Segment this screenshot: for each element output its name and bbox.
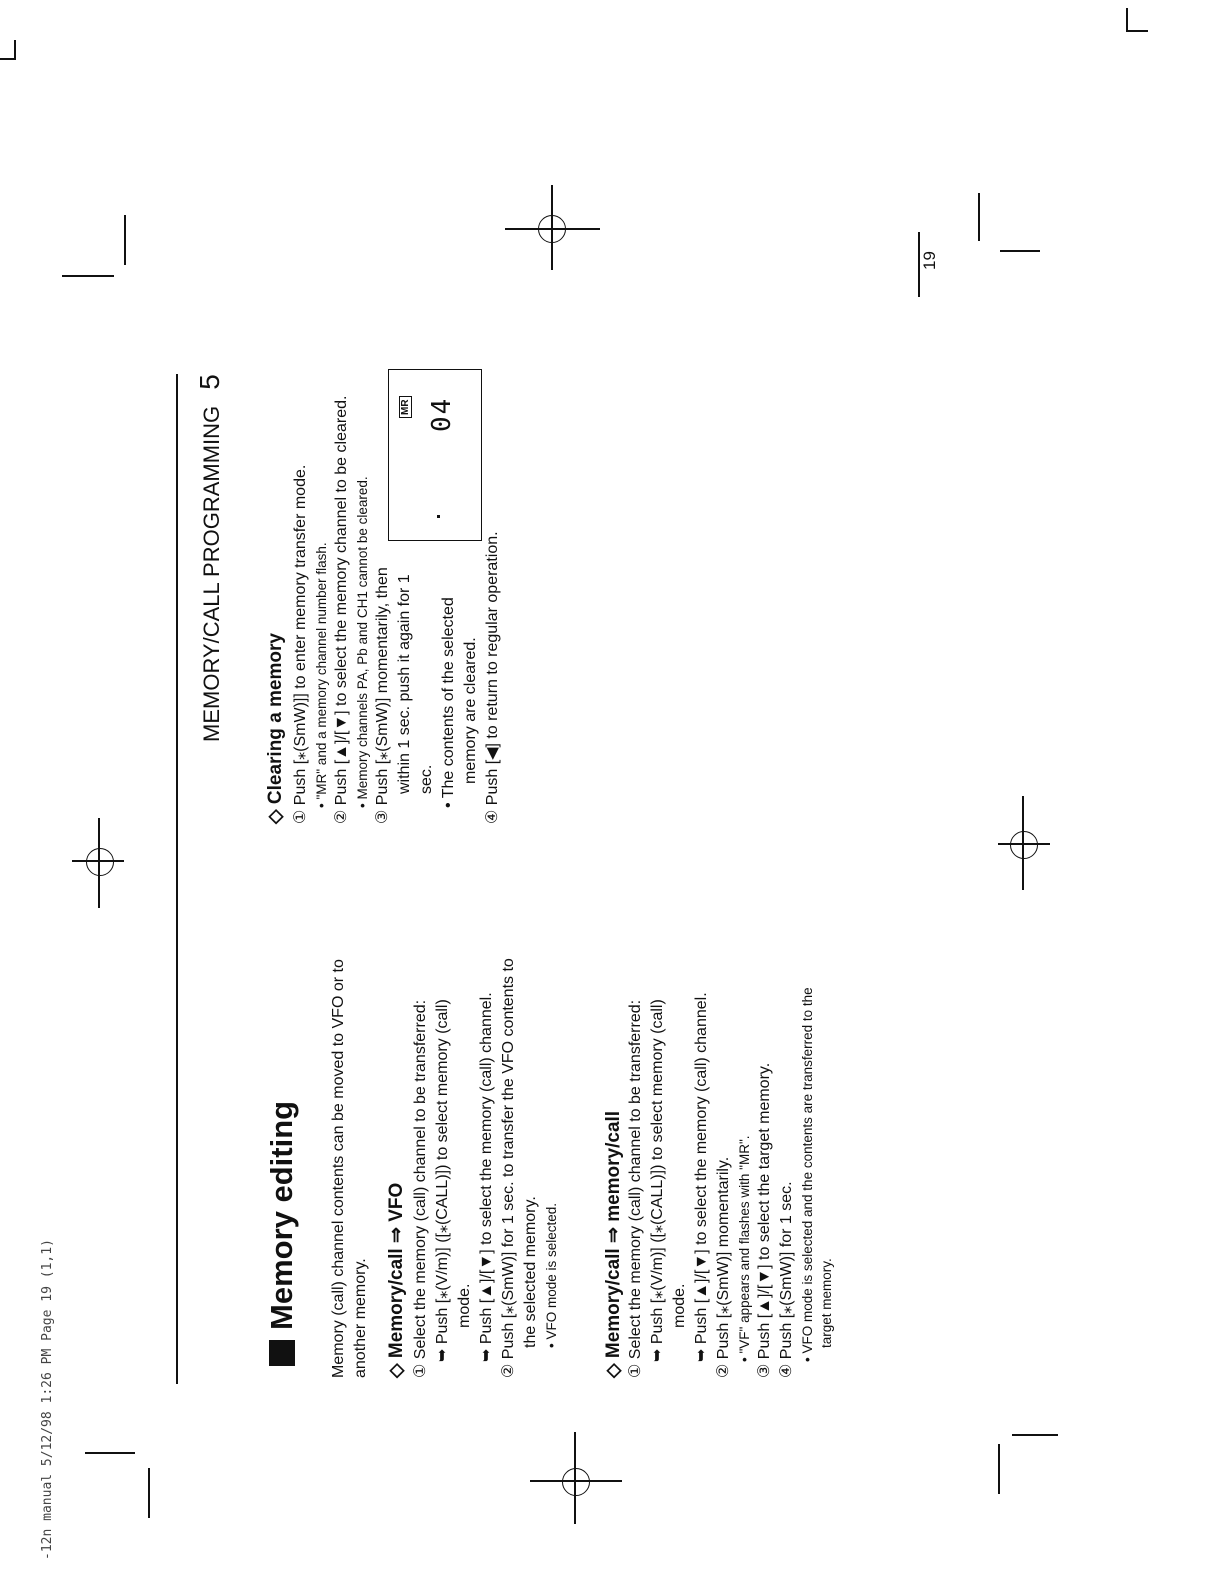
lcd-display — [388, 369, 482, 541]
intro-text: Memory (call) channel contents can be moved to VFO or to another memory. — [330, 959, 369, 1378]
channel-digits: 04 — [427, 396, 457, 432]
memory-steps: ① Select the memory (call) channel to be transferred: ➥ Push [⁎(V/m)] ([⁎(CALL)]) to select memory (call) mode. ➥ Push [▲]/[▼] to select the memory (call) channel. ② Push [⁎(SmW)] momentarily. • "VF" appears and flashes with "MR". ③ Push [▲]/[▼] to select the target memory. ④ Push [⁎(SmW)] for 1 sec. • VFO mode is selected and the contents are transferred to the target memory. — [627, 987, 834, 1378]
print-header: -12n manual 5/12/98 1:26 PM Page 19 (1,1) — [40, 1239, 55, 1560]
page-title: Memory editing — [264, 1101, 300, 1366]
section-number: 5 — [194, 374, 225, 390]
mr-badge: MR — [399, 396, 412, 418]
section-header: MEMORY/CALL PROGRAMMING 5 — [194, 374, 225, 742]
black-square-icon — [269, 1340, 295, 1366]
clearing-steps: ① Push [⁎(SmW)]] to enter memory transfer mode. • "MR" and a memory channel number flash. ② Push [▲]/[▼] to select the memory channel to be cleared. • Memory channels PA, Pb and CH1 cannot be cleared. ③ Push [⁎(SmW)] momentarily, then within 1 sec. push it again for 1 sec. • The contents of the selected memory are cleared. ④ Push [◀] to return to regular operation. — [292, 395, 501, 824]
header-rule — [176, 374, 178, 1384]
vfo-heading: ◇ Memory/call ⇒ VFO — [386, 1182, 407, 1378]
page-number: 19 — [920, 251, 939, 270]
vfo-steps: ① Select the memory (call) channel to be transferred: ➥ Push [⁎(V/m)] ([⁎(CALL)]) to select memory (call) mode. ➥ Push [▲]/[▼] to select the memory (call) channel. ② Push [⁎(SmW)] for 1 sec. to transfer the VFO contents to the selected memory. • VFO mode is selected. — [412, 958, 559, 1378]
memory-heading: ◇ Memory/call ⇒ memory/call — [603, 1110, 624, 1378]
clearing-heading: ◇ Clearing a memory — [265, 633, 286, 824]
lcd-dot — [437, 515, 440, 518]
